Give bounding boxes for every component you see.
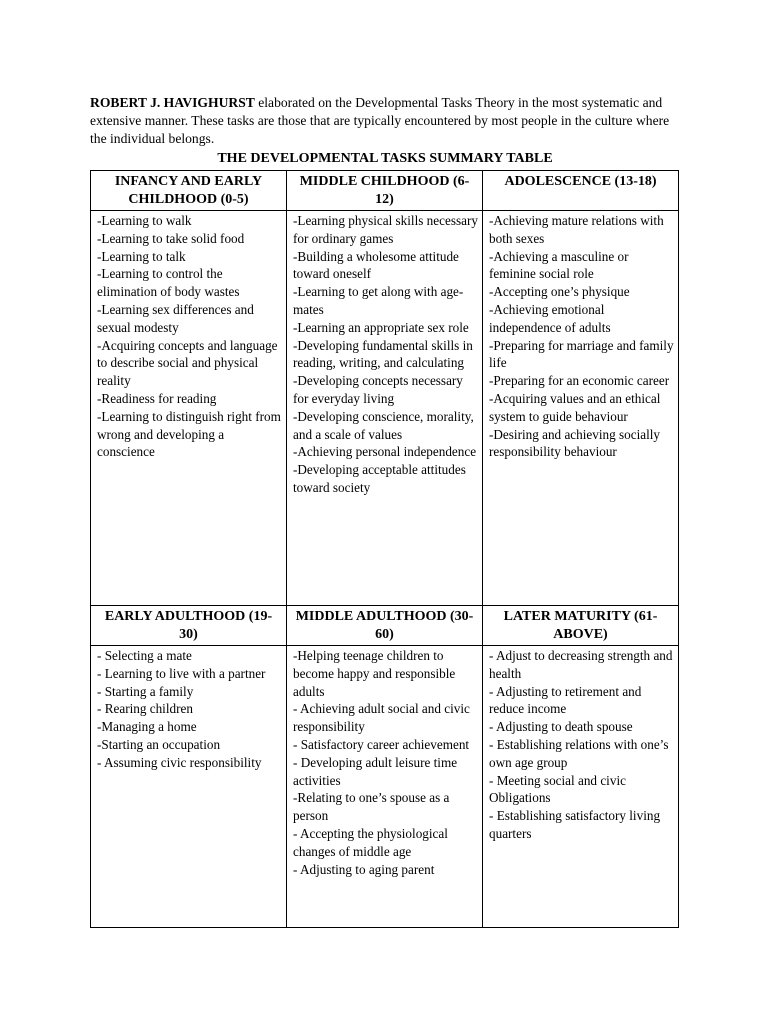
task-item: -Achieving mature relations with both sexes <box>489 213 664 246</box>
task-item: - Meeting social and civic Obligations <box>489 772 626 806</box>
task-item: - Selecting a mate <box>97 648 192 663</box>
task-item: -Achieving personal independence <box>293 444 477 460</box>
table-header-row <box>91 171 679 211</box>
task-item: -Helping teenage children to become happy and responsible adults <box>293 648 456 699</box>
task-item: -Learning to talk <box>97 248 186 264</box>
task-item: -Developing acceptable attitudes toward society <box>293 462 466 495</box>
task-item: - Achieving adult social and civic responsibility <box>293 701 470 735</box>
task-item: - Rearing children <box>97 701 193 717</box>
task-item: - Establishing relations with one’s own age group <box>489 736 669 770</box>
task-item: -Learning to distinguish right from wrong and developing a conscience <box>97 408 281 460</box>
task-item: - Establishing satisfactory living quarters <box>489 808 661 841</box>
developmental-tasks-table <box>90 170 679 928</box>
task-item: -Developing fundamental skills in reading, writing, and calculating <box>293 337 473 371</box>
task-item: -Developing conscience, morality, and a scale of values <box>293 408 474 442</box>
task-item: - Accepting the physiological changes of middle age <box>293 825 448 859</box>
tasks-cell <box>91 211 287 606</box>
tasks-cell <box>483 646 679 928</box>
task-item: -Learning sex differences and sexual modesty <box>97 301 254 335</box>
task-item: - Satisfactory career achievement <box>293 736 470 752</box>
task-item: -Learning physical skills necessary for ordinary games <box>293 213 478 246</box>
tasks-cell <box>483 211 679 606</box>
task-item: -Readiness for reading <box>97 390 217 406</box>
task-item: -Learning to get along with age-mates <box>293 284 464 317</box>
task-item: - Developing adult leisure time activities <box>293 754 458 788</box>
task-item: -Learning an appropriate sex role <box>293 319 469 335</box>
task-item: -Learning to control the elimination of body wastes <box>97 266 240 300</box>
task-item: -Desiring and achieving socially responsibility behaviour <box>489 426 661 460</box>
task-item: -Acquiring concepts and language to describe social and physical reality <box>97 337 278 389</box>
intro-author: ROBERT J. HAVIGHURST <box>90 95 255 110</box>
tasks-cell <box>91 646 287 928</box>
column-header: MIDDLE ADULTHOOD (30-60) <box>287 606 483 646</box>
task-item: -Learning to walk <box>97 213 192 228</box>
task-item: - Adjusting to aging parent <box>293 861 435 877</box>
task-item: -Acquiring values and an ethical system to guide behaviour <box>489 390 661 424</box>
intro-text: elaborated on the Developmental Tasks Theory in the most systematic and extensive manner. These tasks are those that are typically encountered by most people in the culture where the individual belongs. <box>90 95 670 146</box>
column-header: MIDDLE CHILDHOOD (6-12) <box>287 171 483 211</box>
table-row <box>91 646 679 928</box>
tasks-cell <box>287 646 483 928</box>
task-item: - Adjust to decreasing strength and health <box>489 648 673 681</box>
task-item: - Adjusting to retirement and reduce income <box>489 683 642 717</box>
task-item: -Learning to take solid food <box>97 230 245 246</box>
task-item: - Learning to live with a partner <box>97 665 266 681</box>
column-header: ADOLESCENCE (13-18) <box>483 171 679 211</box>
task-item: -Developing concepts necessary for everyday living <box>293 373 463 406</box>
task-item: - Starting a family <box>97 683 194 699</box>
task-item: -Achieving emotional independence of adults <box>489 301 611 335</box>
task-item: -Preparing for an economic career <box>489 373 670 389</box>
column-header: INFANCY AND EARLY CHILDHOOD (0-5) <box>91 171 287 211</box>
task-item: -Relating to one’s spouse as a person <box>293 790 450 824</box>
table-header-row <box>91 606 679 646</box>
intro-paragraph <box>90 94 680 148</box>
task-item: -Accepting one’s physique <box>489 284 630 300</box>
table-title: THE DEVELOPMENTAL TASKS SUMMARY TABLE <box>217 151 553 166</box>
column-header: EARLY ADULTHOOD (19-30) <box>91 606 287 646</box>
task-item: -Preparing for marriage and family life <box>489 337 674 371</box>
tasks-cell <box>287 211 483 606</box>
task-item: -Starting an occupation <box>97 736 221 752</box>
column-header: LATER MATURITY (61-ABOVE) <box>483 606 679 646</box>
task-item: - Assuming civic responsibility <box>97 754 262 770</box>
task-item: -Managing a home <box>97 719 197 735</box>
task-item: -Building a wholesome attitude toward oneself <box>293 248 459 282</box>
table-row <box>91 211 679 606</box>
task-item: -Achieving a masculine or feminine social role <box>489 248 629 282</box>
task-item: - Adjusting to death spouse <box>489 719 633 735</box>
